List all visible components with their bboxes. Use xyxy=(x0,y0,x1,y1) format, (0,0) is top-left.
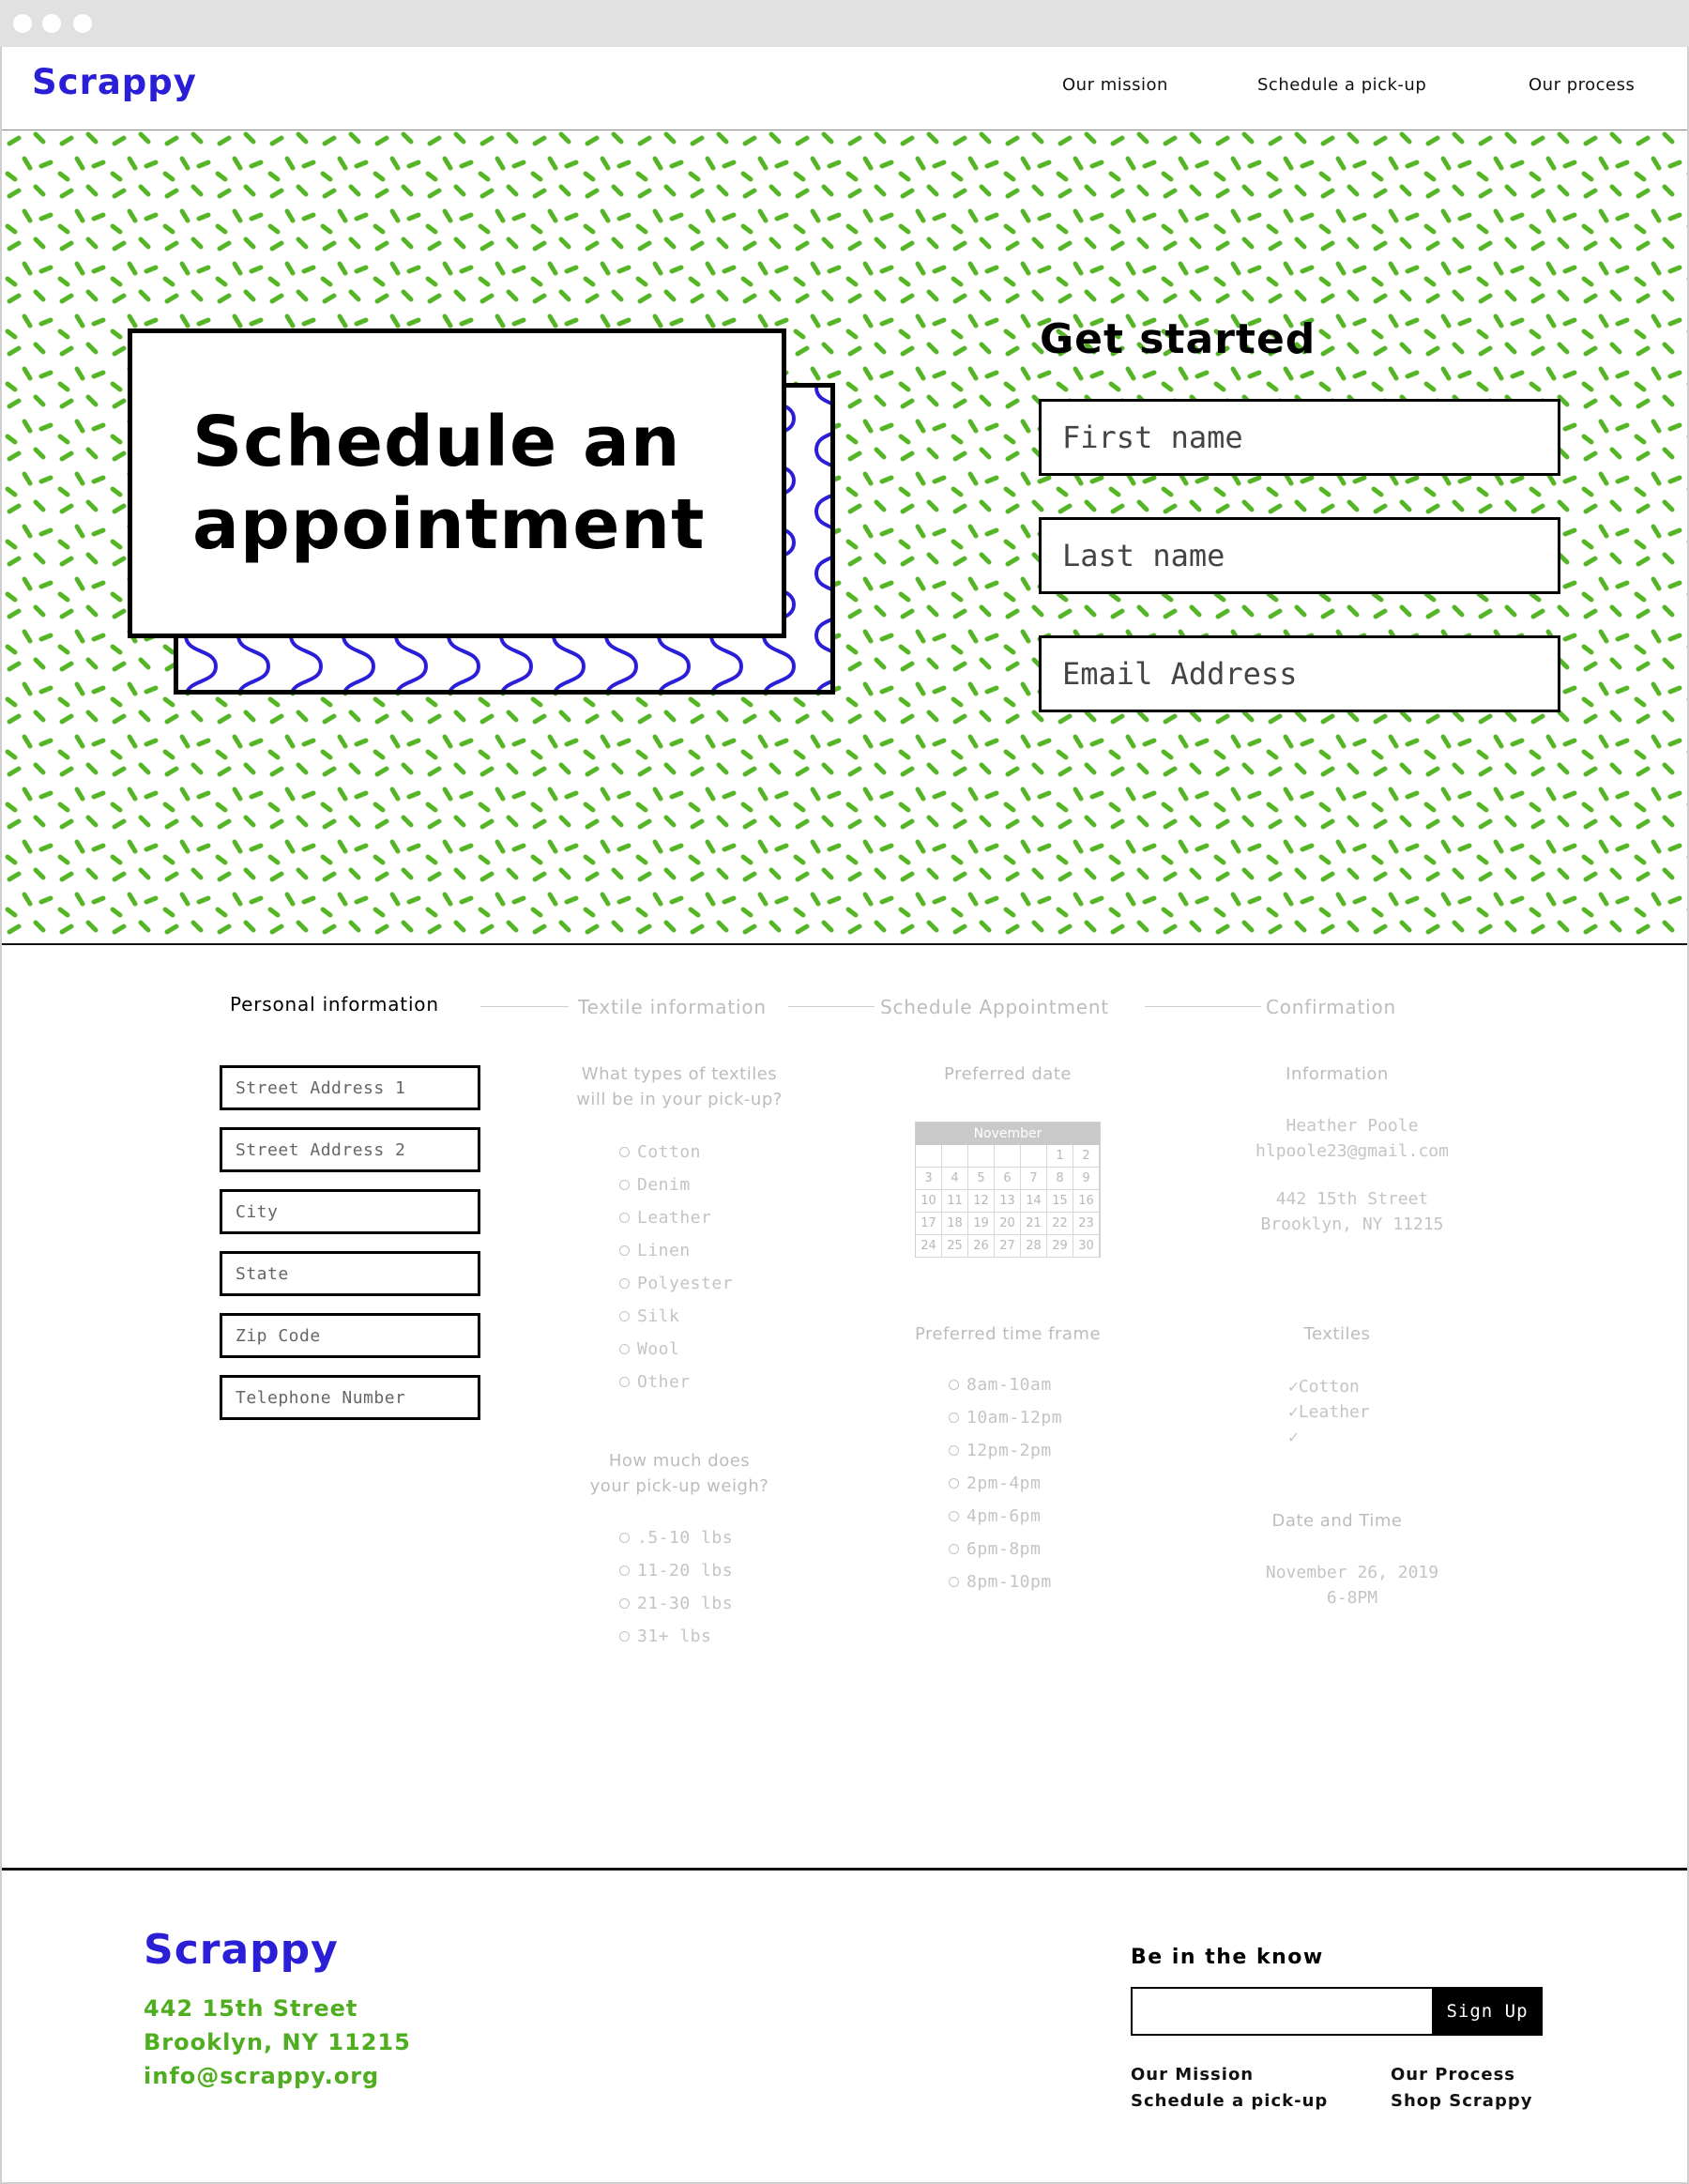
radio-icon xyxy=(619,1377,630,1387)
calendar-day xyxy=(968,1145,995,1168)
confirmation-date: November 26, 2019 xyxy=(1265,1563,1439,1582)
preferred-time-label: Preferred time frame xyxy=(914,1324,1102,1344)
calendar-day[interactable]: 14 xyxy=(1021,1190,1047,1213)
calendar-day[interactable]: 20 xyxy=(995,1213,1021,1235)
calendar-day[interactable]: 10 xyxy=(916,1190,942,1213)
radio-icon xyxy=(619,1533,630,1543)
calendar-day xyxy=(942,1145,968,1168)
calendar-day[interactable]: 22 xyxy=(1047,1213,1073,1235)
radio-icon xyxy=(949,1544,959,1554)
calendar-day[interactable]: 1 xyxy=(1047,1145,1073,1168)
footer-street: 442 15th Street xyxy=(144,1995,358,2022)
time-option-6pm[interactable]: 6pm-8pm xyxy=(949,1539,1041,1559)
textile-option-other[interactable]: Other xyxy=(619,1372,691,1392)
calendar-day[interactable]: 21 xyxy=(1021,1213,1047,1235)
time-option-4pm[interactable]: 4pm-6pm xyxy=(949,1506,1041,1526)
weight-option-4[interactable]: 31+ lbs xyxy=(619,1627,711,1646)
calendar-day[interactable]: 11 xyxy=(942,1190,968,1213)
calendar-day[interactable]: 16 xyxy=(1073,1190,1100,1213)
nav-our-mission[interactable]: Our mission xyxy=(1062,75,1168,95)
confirmation-street: 442 15th Street xyxy=(1275,1189,1429,1209)
calendar-day xyxy=(916,1145,942,1168)
window-dot-1[interactable] xyxy=(13,14,32,33)
calendar-day[interactable]: 18 xyxy=(942,1213,968,1235)
sign-up-button[interactable]: Sign Up xyxy=(1432,1987,1543,2036)
confirmation-datetime xyxy=(1211,1560,1493,1611)
newsletter-email-input[interactable] xyxy=(1131,1987,1433,2036)
step-schedule-appointment[interactable]: Schedule Appointment xyxy=(880,996,1109,1018)
calendar-day[interactable]: 27 xyxy=(995,1235,1021,1258)
textile-option-cotton[interactable]: Cotton xyxy=(619,1142,701,1162)
calendar-day[interactable]: 19 xyxy=(968,1213,995,1235)
weight-option-1[interactable]: .5-10 lbs xyxy=(619,1528,733,1548)
confirmation-information-label: Information xyxy=(1286,1064,1389,1084)
confirmation-contact xyxy=(1211,1113,1493,1164)
radio-icon xyxy=(949,1413,959,1423)
footer-email-link[interactable]: info@scrappy.org xyxy=(144,2063,380,2089)
nav-our-process[interactable]: Our process xyxy=(1529,75,1636,95)
calendar-day xyxy=(995,1145,1021,1168)
calendar-day[interactable]: 26 xyxy=(968,1235,995,1258)
footer-city: Brooklyn, NY 11215 xyxy=(144,2029,411,2055)
step-connector xyxy=(788,1006,875,1007)
confirmation-datetime-label: Date and Time xyxy=(1271,1511,1403,1531)
calendar[interactable] xyxy=(915,1122,1101,1258)
check-icon: ✓ xyxy=(1288,1377,1299,1397)
calendar-day[interactable]: 17 xyxy=(916,1213,942,1235)
radio-icon xyxy=(619,1598,630,1609)
telephone-input[interactable] xyxy=(220,1375,480,1420)
window-dot-2[interactable] xyxy=(42,14,61,33)
browser-titlebar xyxy=(0,0,1689,47)
footer-link-our-mission[interactable]: Our Mission xyxy=(1131,2065,1255,2085)
city-input[interactable] xyxy=(220,1189,480,1234)
radio-icon xyxy=(619,1245,630,1256)
step-confirmation[interactable]: Confirmation xyxy=(1266,996,1396,1018)
first-name-input[interactable] xyxy=(1039,399,1560,476)
hero-title-line1: Schedule an xyxy=(192,402,681,482)
footer-logo[interactable]: Scrappy xyxy=(144,1926,339,1974)
footer-link-our-process[interactable]: Our Process xyxy=(1391,2065,1516,2085)
calendar-day[interactable]: 6 xyxy=(995,1168,1021,1190)
hero-title-line2: appointment xyxy=(192,484,706,565)
textile-types-question: What types of textiles will be in your pick-up? xyxy=(576,1064,783,1109)
time-option-12pm[interactable]: 12pm-2pm xyxy=(949,1441,1052,1460)
street-address-1-input[interactable] xyxy=(220,1065,480,1110)
calendar-day[interactable]: 4 xyxy=(942,1168,968,1190)
confirmation-time: 6-8PM xyxy=(1326,1588,1378,1608)
get-started-heading: Get started xyxy=(1040,315,1316,363)
hero-divider xyxy=(2,943,1687,945)
calendar-day[interactable]: 3 xyxy=(916,1168,942,1190)
nav-schedule-pickup[interactable]: Schedule a pick-up xyxy=(1257,75,1427,95)
calendar-day[interactable]: 8 xyxy=(1047,1168,1073,1190)
calendar-day[interactable]: 13 xyxy=(995,1190,1021,1213)
last-name-input[interactable] xyxy=(1039,517,1560,594)
radio-icon xyxy=(619,1147,630,1157)
weight-option-2[interactable]: 11-20 lbs xyxy=(619,1561,733,1581)
textile-option-wool[interactable]: Wool xyxy=(619,1339,679,1359)
calendar-day[interactable]: 30 xyxy=(1073,1235,1100,1258)
confirmation-textiles-label: Textiles xyxy=(1303,1324,1371,1344)
hero-title xyxy=(192,401,755,566)
step-connector xyxy=(480,1006,569,1007)
step-personal-information[interactable]: Personal information xyxy=(230,993,439,1016)
textile-option-leather[interactable]: Leather xyxy=(619,1208,711,1228)
weight-question: How much does your pick-up weigh? xyxy=(589,1451,769,1496)
calendar-day xyxy=(1021,1145,1047,1168)
calendar-day[interactable]: 15 xyxy=(1047,1190,1073,1213)
calendar-day[interactable]: 5 xyxy=(968,1168,995,1190)
hero-title-card xyxy=(128,328,786,638)
calendar-day[interactable]: 25 xyxy=(942,1235,968,1258)
confirmation-email: hlpoole23@gmail.com xyxy=(1255,1141,1449,1161)
footer-link-shop-scrappy[interactable]: Shop Scrappy xyxy=(1391,2091,1533,2111)
confirmation-name: Heather Poole xyxy=(1286,1116,1419,1136)
footer-divider xyxy=(2,1868,1687,1871)
calendar-day[interactable]: 2 xyxy=(1073,1145,1100,1168)
calendar-day[interactable]: 23 xyxy=(1073,1213,1100,1235)
radio-icon xyxy=(949,1380,959,1390)
radio-icon xyxy=(619,1311,630,1321)
time-option-10am[interactable]: 10am-12pm xyxy=(949,1408,1062,1428)
footer-link-schedule-pickup[interactable]: Schedule a pick-up xyxy=(1131,2091,1329,2111)
textile-check-3 xyxy=(1288,1425,1370,1450)
site-logo[interactable]: Scrappy xyxy=(32,62,197,102)
textile-option-silk[interactable]: Silk xyxy=(619,1306,679,1326)
textile-option-polyester[interactable]: Polyester xyxy=(619,1274,733,1293)
radio-icon xyxy=(619,1180,630,1190)
confirmation-textiles-list xyxy=(1288,1374,1370,1450)
textile-check-1: ✓Cotton xyxy=(1288,1377,1360,1397)
calendar-day[interactable]: 24 xyxy=(916,1235,942,1258)
check-icon: ✓ xyxy=(1288,1428,1299,1447)
confirmation-city: Brooklyn, NY 11215 xyxy=(1260,1214,1444,1234)
calendar-month: November xyxy=(916,1123,1100,1145)
step-connector xyxy=(1145,1006,1261,1007)
step-textile-information[interactable]: Textile information xyxy=(578,996,767,1018)
confirmation-address xyxy=(1211,1186,1493,1237)
state-input[interactable] xyxy=(220,1251,480,1296)
email-input[interactable] xyxy=(1039,635,1560,712)
textile-option-denim[interactable]: Denim xyxy=(619,1175,691,1195)
time-option-2pm[interactable]: 2pm-4pm xyxy=(949,1474,1041,1493)
radio-icon xyxy=(619,1631,630,1642)
calendar-day[interactable]: 28 xyxy=(1021,1235,1047,1258)
calendar-day[interactable]: 9 xyxy=(1073,1168,1100,1190)
time-option-8pm[interactable]: 8pm-10pm xyxy=(949,1572,1052,1592)
radio-icon xyxy=(619,1344,630,1354)
window-dot-3[interactable] xyxy=(73,14,92,33)
radio-icon xyxy=(619,1565,630,1576)
calendar-day[interactable]: 29 xyxy=(1047,1235,1073,1258)
zip-code-input[interactable] xyxy=(220,1313,480,1358)
radio-icon xyxy=(949,1478,959,1489)
calendar-day[interactable]: 7 xyxy=(1021,1168,1047,1190)
street-address-2-input[interactable] xyxy=(220,1127,480,1172)
calendar-day[interactable]: 12 xyxy=(968,1190,995,1213)
check-icon: ✓ xyxy=(1288,1402,1299,1422)
preferred-date-label: Preferred date xyxy=(944,1064,1072,1084)
radio-icon xyxy=(949,1445,959,1456)
radio-icon xyxy=(949,1577,959,1587)
textile-check-2: ✓Leather xyxy=(1288,1402,1370,1422)
weight-option-3[interactable]: 21-30 lbs xyxy=(619,1594,733,1613)
time-option-8am[interactable]: 8am-10am xyxy=(949,1375,1052,1395)
newsletter-heading: Be in the know xyxy=(1131,1946,1324,1969)
radio-icon xyxy=(949,1511,959,1521)
radio-icon xyxy=(619,1213,630,1223)
textile-option-linen[interactable]: Linen xyxy=(619,1241,691,1260)
radio-icon xyxy=(619,1278,630,1289)
